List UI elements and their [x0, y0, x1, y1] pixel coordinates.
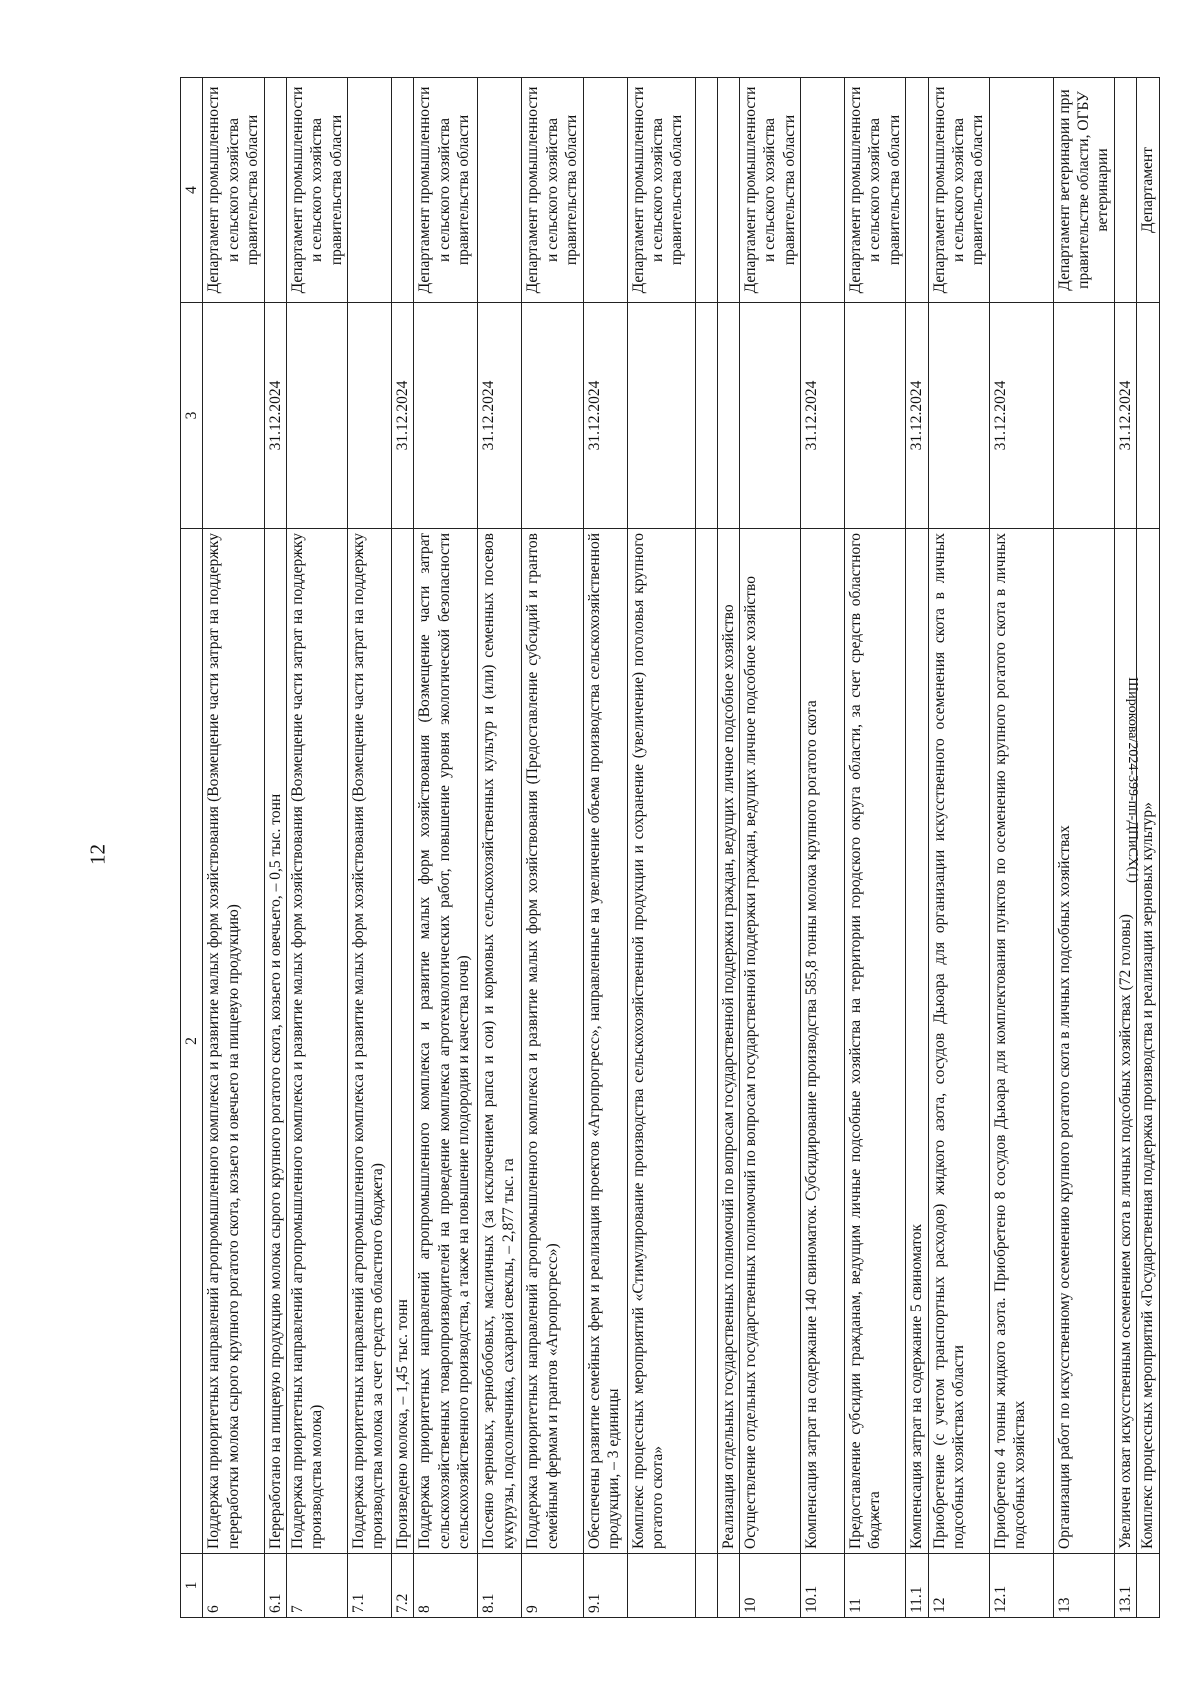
table-row [522, 78, 583, 1618]
row-description: Поддержка приоритетных направлений агропромышленного комплекса и развитие малых форм хозяйствования (Возмещение части затрат на поддержку производства молока) [286, 529, 347, 1554]
row-responsible [392, 78, 414, 303]
table-row [583, 78, 627, 1618]
table-row [414, 78, 478, 1618]
row-number: 7 [286, 1554, 347, 1618]
row-description: Комплекс процессных мероприятий «Государственная поддержка производства и реализации зерновых культур» [1137, 529, 1159, 1554]
row-number: 10 [739, 1554, 800, 1618]
document-footer: Широкова/2024-399-пп-ДПиСХ(1) [1125, 677, 1140, 883]
row-deadline [627, 303, 695, 529]
row-responsible [348, 78, 392, 303]
row-responsible: Департамент ветеринарии при правительстве области, ОГБУ ветеринарии [1053, 78, 1114, 303]
row-number: 9.1 [583, 1554, 627, 1618]
table-row [906, 78, 928, 1618]
row-description: Произведено молока, – 1,45 тыс. тонн [392, 529, 414, 1554]
table-row [717, 78, 739, 1618]
row-number: 9 [522, 1554, 583, 1618]
table-row [845, 78, 906, 1618]
row-deadline: 31.12.2024 [1114, 303, 1136, 529]
row-responsible [717, 78, 739, 303]
row-description: Компенсация затрат на содержание 140 свиноматок. Субсидирование производства 585,8 тонны молока крупного рогатого скота [801, 529, 845, 1554]
row-description: Поддержка приоритетных направлений агропромышленного комплекса и развитие малых форм хозяйствования (Возмещение части затрат сельскохозяйственных товаропроизводителей на проведение комплекса агротехнологических работ, повышение уровня экологической безопасности сельскохозяйственного производства, а также на повышение плодородия и качества почв) [414, 529, 478, 1554]
row-description: Компенсация затрат на содержание 5 свиноматок [906, 529, 928, 1554]
row-number: 13 [1053, 1554, 1114, 1618]
row-description: Осуществление отдельных государственных полномочий по вопросам государственной поддержки граждан, ведущих личное подсобное хозяйство [739, 529, 800, 1554]
row-number: 7.2 [392, 1554, 414, 1618]
measures-table [180, 77, 1160, 1618]
row-number: 12.1 [989, 1554, 1053, 1618]
row-responsible: Департамент [1137, 78, 1159, 303]
row-description: Предоставление субсидии гражданам, ведущим личные подсобные хозяйства на территории городского округа области, за счет средств областного бюджета [845, 529, 906, 1554]
row-deadline [695, 303, 717, 529]
row-number: 7.1 [348, 1554, 392, 1618]
header-row [181, 78, 203, 1618]
row-number: 11.1 [906, 1554, 928, 1618]
table-row [203, 78, 264, 1618]
row-description: Посеяно зерновых, зернобобовых, масличных (за исключением рапса и сои) и кормовых сельскохозяйственных культур и (или) семенных посевов кукурузы, подсолнечника, сахарной свеклы, – 2,877 тыс. га [478, 529, 522, 1554]
row-responsible: Департамент промышленности и сельского хозяйства правительства области [845, 78, 906, 303]
row-description: Увеличен охват искусственным осеменением скота в личных подсобных хозяйствах (72 головы) [1114, 529, 1136, 1554]
table-row [348, 78, 392, 1618]
row-number: 11 [845, 1554, 906, 1618]
page-number: 12 [85, 844, 110, 865]
row-responsible [906, 78, 928, 303]
row-number: 8 [414, 1554, 478, 1618]
table-row [739, 78, 800, 1618]
header-col-2: 2 [181, 529, 203, 1554]
table-row [478, 78, 522, 1618]
row-deadline [348, 303, 392, 529]
row-responsible: Департамент промышленности и сельского хозяйства правительства области [203, 78, 264, 303]
row-responsible: Департамент промышленности и сельского хозяйства правительства области [627, 78, 695, 303]
row-description: Приобретено 4 тонны жидкого азота. Приобретено 8 сосудов Дьюара для комплектования пунктов по осеменению крупного рогатого скота в личных подсобных хозяйствах [989, 529, 1053, 1554]
row-responsible [478, 78, 522, 303]
row-responsible: Департамент промышленности и сельского хозяйства правительства области [414, 78, 478, 303]
table-row [1114, 78, 1136, 1618]
table-row [695, 78, 717, 1618]
row-description: Комплекс процессных мероприятий «Стимулирование производства сельскохозяйственной продукции и сохранение (увеличение) поголовья крупного рогатого скота» [627, 529, 695, 1554]
table-row [627, 78, 695, 1618]
row-deadline: 31.12.2024 [264, 303, 286, 529]
row-deadline: 31.12.2024 [392, 303, 414, 529]
table-row [989, 78, 1053, 1618]
row-responsible [583, 78, 627, 303]
table-row [1137, 78, 1159, 1618]
row-number: 6 [203, 1554, 264, 1618]
row-number: 6.1 [264, 1554, 286, 1618]
row-number: 12 [928, 1554, 989, 1618]
row-deadline: 31.12.2024 [478, 303, 522, 529]
row-responsible [801, 78, 845, 303]
table-row [264, 78, 286, 1618]
row-description: Организация работ по искусственному осеменению крупного рогатого скота в личных подсобных хозяйствах [1053, 529, 1114, 1554]
row-deadline [928, 303, 989, 529]
row-description: Обеспечены развитие семейных ферм и реализация проектов «Агропрогресс», направленные на увеличение объема производства сельскохозяйственной продукции, – 3 единицы [583, 529, 627, 1554]
row-description: Поддержка приоритетных направлений агропромышленного комплекса и развитие малых форм хозяйствования (Предоставление субсидий и грантов семейным фермам и грантов «Агропрогресс») [522, 529, 583, 1554]
row-number [695, 1554, 717, 1618]
row-number [627, 1554, 695, 1618]
row-deadline: 31.12.2024 [583, 303, 627, 529]
row-responsible: Департамент промышленности и сельского хозяйства правительства области [522, 78, 583, 303]
row-deadline: 31.12.2024 [906, 303, 928, 529]
row-description [695, 529, 717, 1554]
header-col-4: 4 [181, 78, 203, 303]
row-number: 8.1 [478, 1554, 522, 1618]
row-deadline [203, 303, 264, 529]
row-responsible [1114, 78, 1136, 303]
row-description: Приобретение (с учетом транспортных расходов) жидкого азота, сосудов Дьюара для организации искусственного осеменения скота в личных подсобных хозяйствах области [928, 529, 989, 1554]
table-row [286, 78, 347, 1618]
row-deadline [845, 303, 906, 529]
row-deadline [286, 303, 347, 529]
row-deadline [739, 303, 800, 529]
row-description: Реализация отдельных государственных полномочий по вопросам государственной поддержки граждан, ведущих личное подсобное хозяйство [717, 529, 739, 1554]
row-deadline: 31.12.2024 [989, 303, 1053, 529]
row-description: Поддержка приоритетных направлений агропромышленного комплекса и развитие малых форм хозяйствования (Возмещение части затрат на поддержку производства молока за счет средств областного бюджета) [348, 529, 392, 1554]
header-col-1: 1 [181, 1554, 203, 1618]
row-deadline [717, 303, 739, 529]
row-deadline [1137, 303, 1159, 529]
row-responsible [695, 78, 717, 303]
header-col-3: 3 [181, 303, 203, 529]
row-responsible [264, 78, 286, 303]
row-responsible: Департамент промышленности и сельского хозяйства правительства области [928, 78, 989, 303]
row-description: Переработано на пищевую продукцию молока сырого крупного рогатого скота, козьего и овечьего, – 0,5 тыс. тонн [264, 529, 286, 1554]
row-description: Поддержка приоритетных направлений агропромышленного комплекса и развитие малых форм хозяйствования (Возмещение части затрат на поддержку переработки молока сырого крупного рогатого скота, козьего и овечьего на пищевую продукцию) [203, 529, 264, 1554]
table-row [801, 78, 845, 1618]
row-deadline [522, 303, 583, 529]
table-row [928, 78, 989, 1618]
row-responsible: Департамент промышленности и сельского хозяйства правительства области [739, 78, 800, 303]
row-deadline [414, 303, 478, 529]
row-number [1137, 1554, 1159, 1618]
row-number: 13.1 [1114, 1554, 1136, 1618]
row-responsible: Департамент промышленности и сельского хозяйства правительства области [286, 78, 347, 303]
table-row [392, 78, 414, 1618]
row-deadline [1053, 303, 1114, 529]
row-number [717, 1554, 739, 1618]
row-number: 10.1 [801, 1554, 845, 1618]
row-responsible [989, 78, 1053, 303]
row-deadline: 31.12.2024 [801, 303, 845, 529]
table-row [1053, 78, 1114, 1618]
